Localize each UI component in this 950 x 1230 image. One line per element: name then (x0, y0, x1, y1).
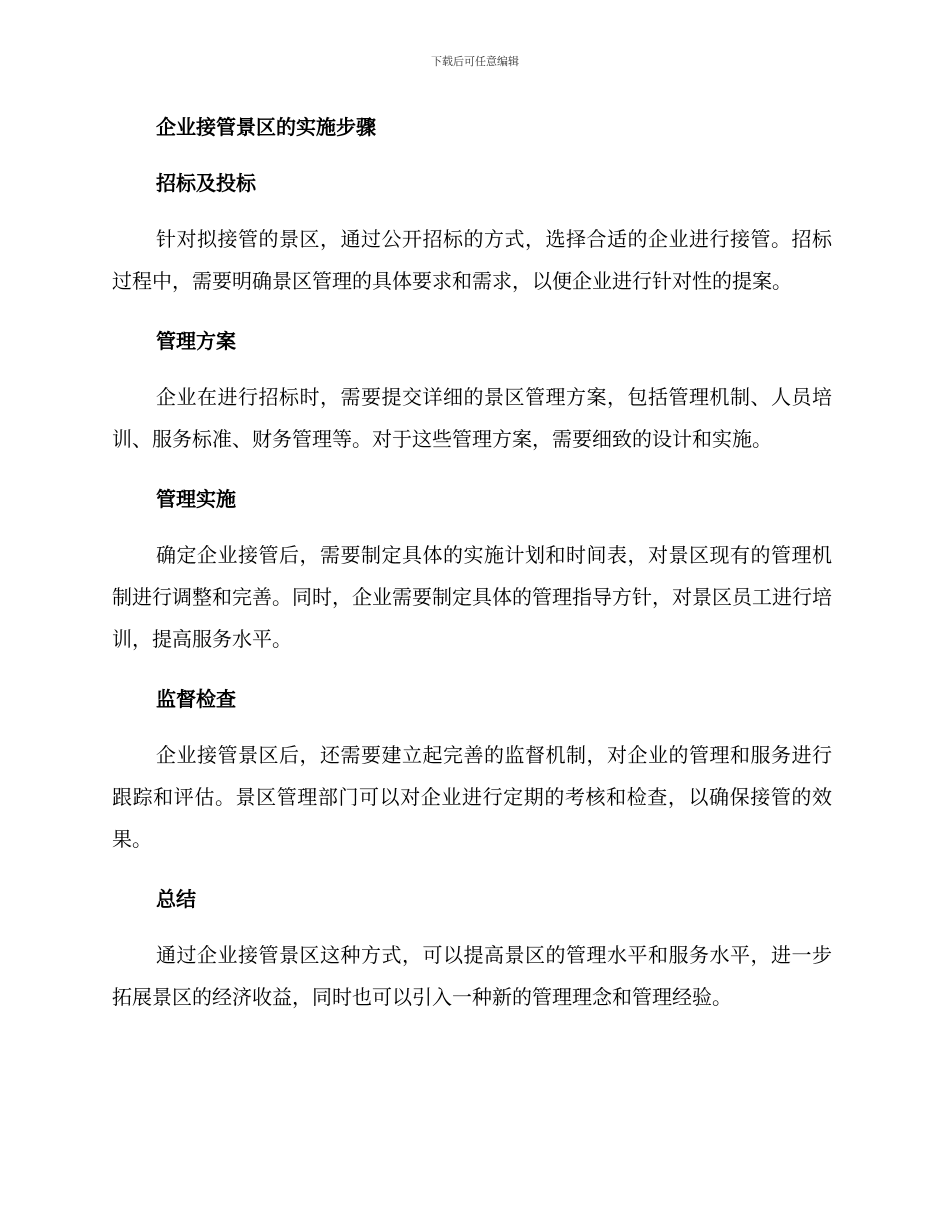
section-paragraph: 确定企业接管后，需要制定具体的实施计划和时间表，对景区现有的管理机制进行调整和完善。同时，企业需要制定具体的管理指导方针，对景区员工进行培训，提高服务水平。 (112, 543, 832, 651)
page-header: 下载后可任意编辑 (431, 55, 519, 68)
section-management-plan (112, 324, 832, 460)
section-paragraph: 企业接管景区后，还需要建立起完善的监督机制，对企业的管理和服务进行跟踪和评估。景区管理部门可以对企业进行定期的考核和检查，以确保接管的效果。 (112, 743, 832, 851)
section-supervision (112, 682, 832, 860)
document-content (112, 110, 832, 1018)
section-summary (112, 882, 832, 1018)
document-title: 企业接管景区的实施步骤 (156, 115, 376, 139)
section-paragraph: 针对拟接管的景区，通过公开招标的方式，选择合适的企业进行接管。招标过程中，需要明确景区管理的具体要求和需求，以便企业进行针对性的提案。 (112, 227, 832, 293)
section-paragraph: 企业在进行招标时，需要提交详细的景区管理方案，包括管理机制、人员培训、服务标准、财务管理等。对于这些管理方案，需要细致的设计和实施。 (112, 385, 832, 451)
section-bidding (112, 166, 832, 302)
section-heading: 招标及投标 (156, 171, 256, 195)
section-heading: 总结 (156, 887, 196, 911)
section-management-implementation (112, 482, 832, 660)
section-heading: 监督检查 (156, 687, 236, 711)
section-heading: 管理实施 (156, 487, 236, 511)
section-paragraph: 通过企业接管景区这种方式，可以提高景区的管理水平和服务水平，进一步拓展景区的经济收益，同时也可以引入一种新的管理理念和管理经验。 (112, 943, 832, 1009)
section-heading: 管理方案 (156, 329, 236, 353)
